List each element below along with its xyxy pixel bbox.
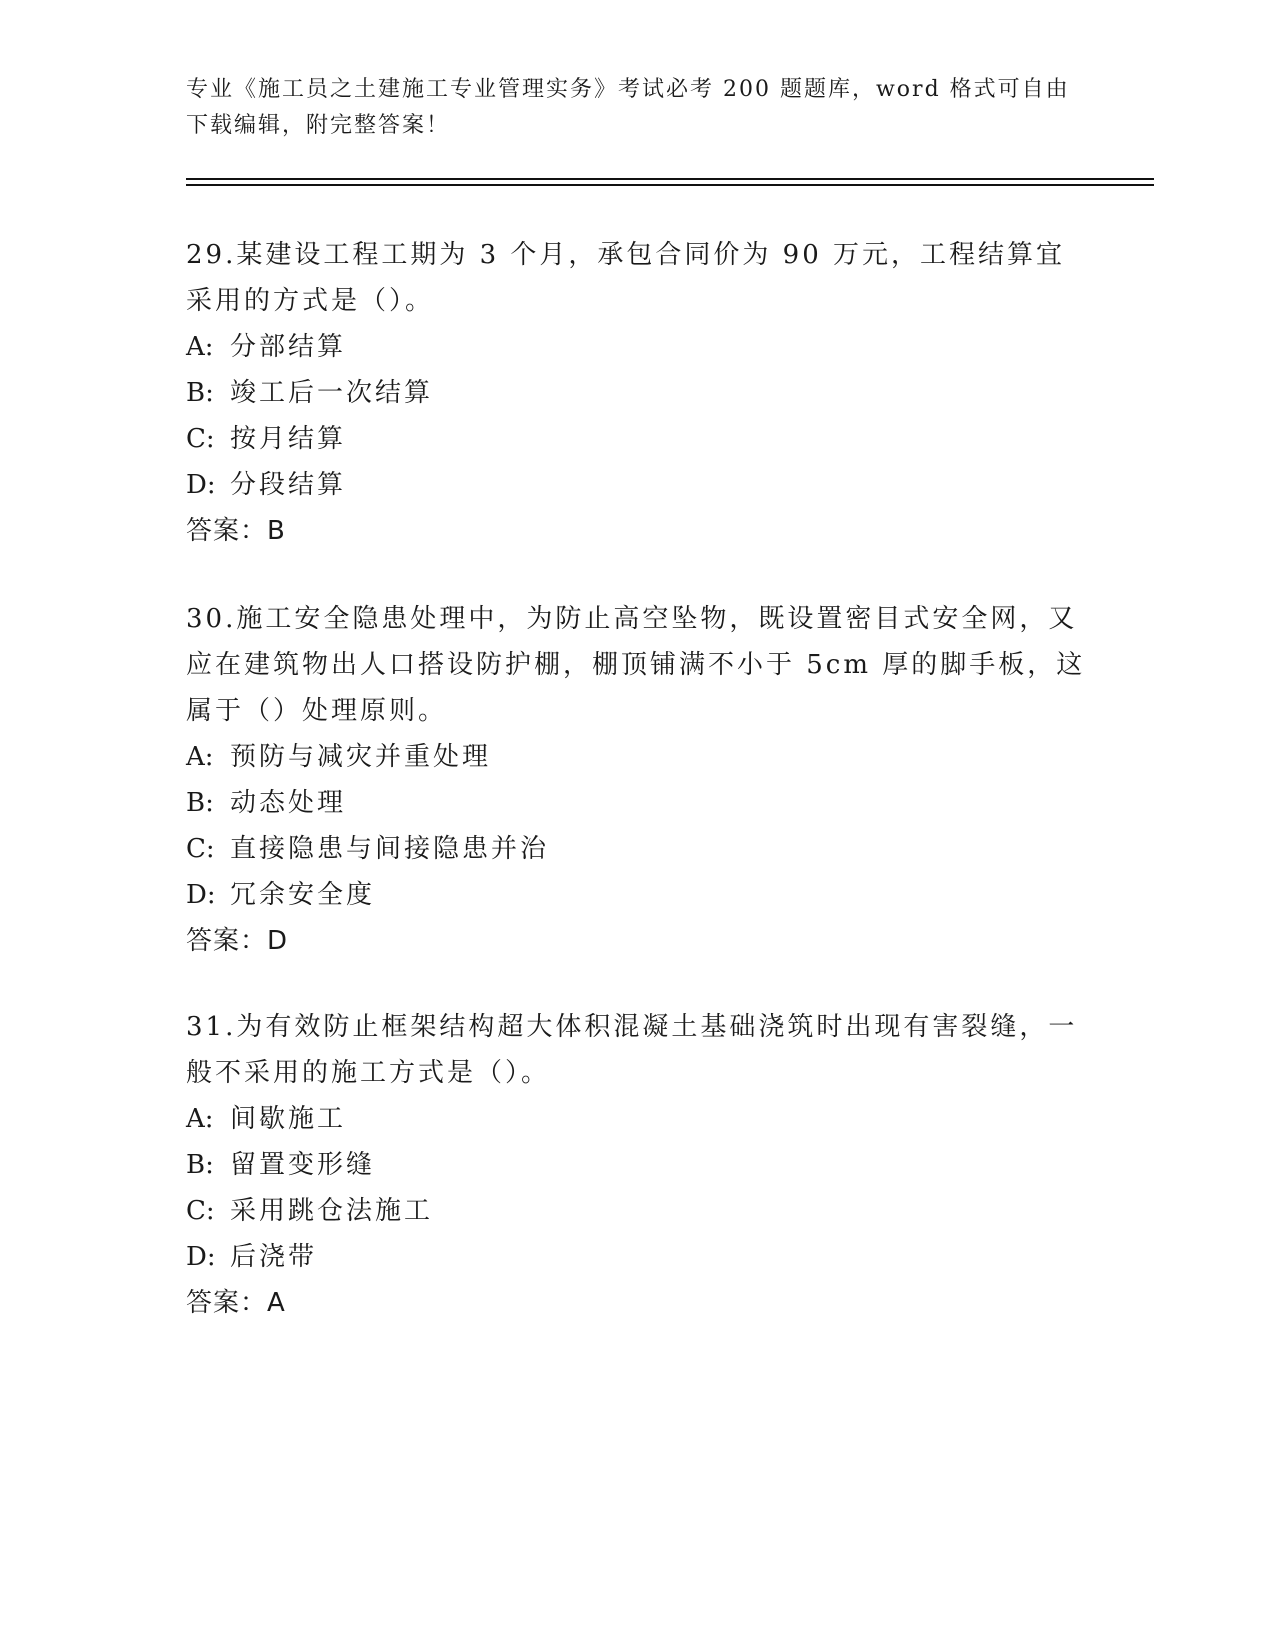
option-d bbox=[186, 1234, 1086, 1280]
option-text: 直接隐患与间接隐患并治 bbox=[230, 834, 550, 864]
option-text: 预防与减灾并重处理 bbox=[230, 742, 492, 772]
question-31 bbox=[186, 1004, 1086, 1326]
answer-line: 答案：A bbox=[186, 1288, 286, 1318]
header-divider-top bbox=[186, 178, 1154, 180]
option-key: C: bbox=[186, 834, 215, 864]
question-29 bbox=[186, 232, 1086, 554]
question-stem: 31.为有效防止框架结构超大体积混凝土基础浇筑时出现有害裂缝，一般不采用的施工方式是（）。 bbox=[186, 1012, 1078, 1088]
question-30 bbox=[186, 596, 1086, 964]
answer-line: 答案：D bbox=[186, 926, 289, 956]
option-text: 按月结算 bbox=[230, 424, 347, 454]
answer-line: 答案：B bbox=[186, 516, 286, 546]
option-key: B: bbox=[186, 788, 214, 818]
option-text: 后浇带 bbox=[230, 1242, 318, 1272]
option-text: 分段结算 bbox=[230, 470, 347, 500]
option-d bbox=[186, 872, 1086, 918]
option-c bbox=[186, 416, 1086, 462]
option-key: C: bbox=[186, 424, 215, 454]
option-c bbox=[186, 826, 1086, 872]
document-header bbox=[186, 72, 1086, 144]
option-text: 留置变形缝 bbox=[230, 1150, 376, 1180]
option-a bbox=[186, 734, 1086, 780]
option-d bbox=[186, 462, 1086, 508]
option-key: C: bbox=[186, 1196, 215, 1226]
option-b bbox=[186, 780, 1086, 826]
option-key: A: bbox=[186, 1104, 214, 1134]
header-divider-bottom bbox=[186, 184, 1154, 186]
option-key: B: bbox=[186, 378, 214, 408]
option-b bbox=[186, 370, 1086, 416]
option-key: A: bbox=[186, 332, 214, 362]
header-text: 专业《施工员之土建施工专业管理实务》考试必考 200 题题库，word 格式可自由下载编辑，附完整答案！ bbox=[186, 77, 1070, 138]
option-key: B: bbox=[186, 1150, 214, 1180]
option-c bbox=[186, 1188, 1086, 1234]
option-text: 采用跳仓法施工 bbox=[230, 1196, 434, 1226]
option-text: 动态处理 bbox=[230, 788, 347, 818]
option-a bbox=[186, 324, 1086, 370]
option-key: D: bbox=[186, 880, 216, 910]
option-key: D: bbox=[186, 470, 216, 500]
option-text: 分部结算 bbox=[230, 332, 347, 362]
option-a bbox=[186, 1096, 1086, 1142]
option-text: 竣工后一次结算 bbox=[230, 378, 434, 408]
question-stem: 29.某建设工程工期为 3 个月，承包合同价为 90 万元，工程结算宜采用的方式是（）。 bbox=[186, 240, 1066, 316]
option-key: D: bbox=[186, 1242, 216, 1272]
question-stem: 30.施工安全隐患处理中，为防止高空坠物，既设置密目式安全网，又应在建筑物出人口搭设防护棚，棚顶铺满不小于 5cm 厚的脚手板，这属于（）处理原则。 bbox=[186, 604, 1086, 726]
option-text: 间歇施工 bbox=[230, 1104, 347, 1134]
option-key: A: bbox=[186, 742, 214, 772]
option-text: 冗余安全度 bbox=[230, 880, 376, 910]
option-b bbox=[186, 1142, 1086, 1188]
